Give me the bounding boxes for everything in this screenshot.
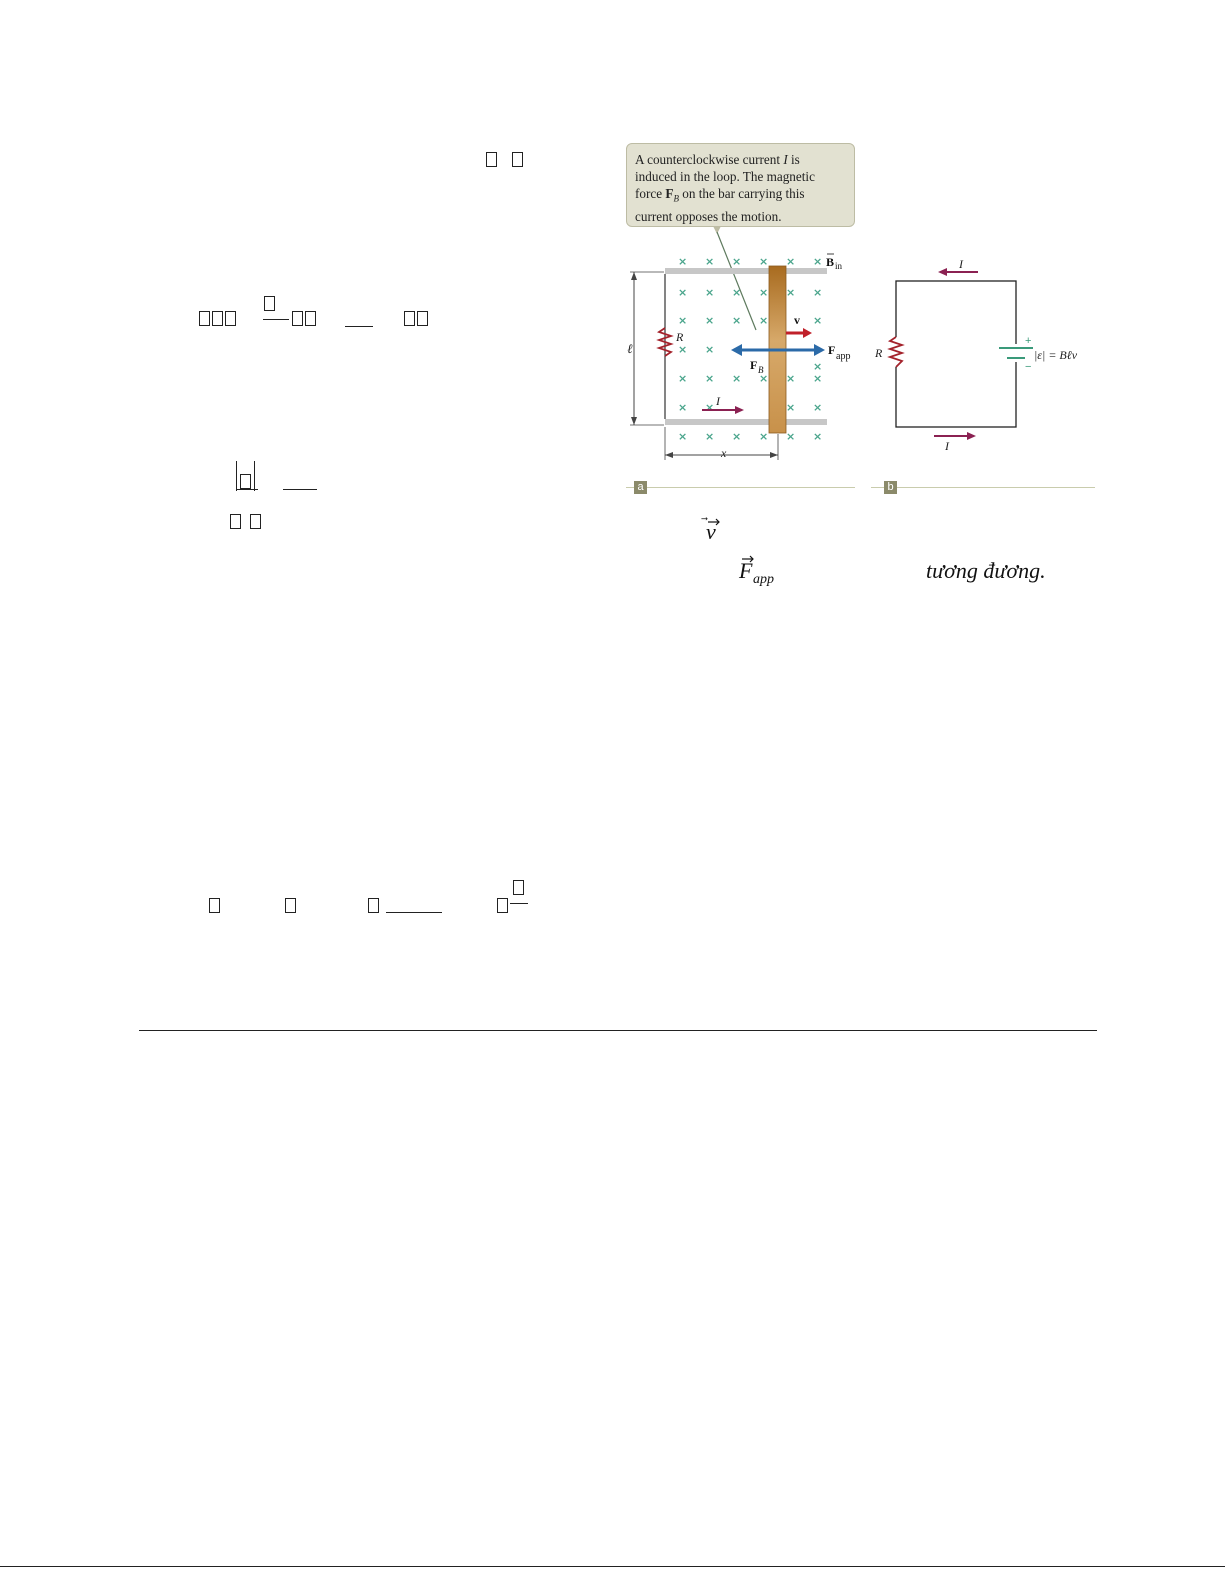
svg-text:×: ×: [705, 343, 715, 356]
missing-glyph: [512, 152, 523, 167]
emf-label: |ε| = Bℓv: [1034, 348, 1078, 362]
missing-glyph: [305, 311, 316, 326]
length-label: ℓ: [627, 341, 633, 356]
svg-text:×: ×: [705, 372, 715, 385]
svg-text:×: ×: [786, 286, 796, 299]
svg-text:×: ×: [813, 360, 823, 373]
fraction-bar: [283, 489, 317, 490]
svg-text:×: ×: [759, 314, 769, 327]
x-label: x: [721, 446, 727, 460]
callout-line-1: A counterclockwise current I is: [635, 152, 800, 167]
resistor-b-label: R: [875, 346, 883, 360]
panel-a-rule: [626, 487, 855, 488]
svg-text:×: ×: [732, 430, 742, 443]
svg-text:×: ×: [813, 401, 823, 414]
svg-text:×: ×: [678, 255, 688, 268]
missing-glyph: [513, 880, 524, 895]
current-arrow-b-top: [938, 268, 947, 276]
svg-text:×: ×: [813, 255, 823, 268]
missing-glyph: [240, 474, 251, 489]
missing-glyph: [230, 514, 241, 529]
vector-arrow-icon: [707, 518, 721, 526]
fraction-bar: [236, 489, 258, 490]
svg-text:×: ×: [759, 286, 769, 299]
missing-glyph: [285, 898, 296, 913]
figure-callout: [626, 143, 855, 227]
force-app-arrow: [814, 344, 825, 356]
svg-text:×: ×: [786, 255, 796, 268]
missing-glyph: [250, 514, 261, 529]
velocity-label: v: [794, 313, 800, 327]
svg-text:×: ×: [705, 286, 715, 299]
abs-bar: [236, 461, 237, 491]
fraction-bar: [510, 903, 528, 904]
caption-f-sub: app: [753, 572, 774, 587]
svg-text:×: ×: [678, 430, 688, 443]
panel-b-rule: [871, 487, 1095, 488]
svg-text:×: ×: [678, 314, 688, 327]
missing-glyph: [225, 311, 236, 326]
caption-f-symbol: F: [739, 558, 753, 583]
fraction-bar: [345, 326, 373, 327]
force-app-sub: app: [836, 351, 851, 362]
abs-bar: [254, 461, 255, 491]
current-label-b-top: I: [959, 257, 963, 271]
svg-text:×: ×: [732, 314, 742, 327]
missing-glyph: [417, 311, 428, 326]
force-b-arrow: [731, 344, 742, 356]
svg-text:×: ×: [759, 372, 769, 385]
missing-glyph: [404, 311, 415, 326]
current-arrow-a: [735, 406, 744, 414]
callout-line-2: induced in the loop. The magnetic: [635, 169, 815, 184]
svg-text:×: ×: [786, 401, 796, 414]
force-b-sub: B: [758, 365, 764, 375]
velocity-arrow: [803, 328, 812, 338]
bottom-rail: [665, 419, 827, 425]
fraction-bar: [386, 912, 442, 913]
svg-text:×: ×: [678, 372, 688, 385]
current-label-b-bottom: I: [945, 439, 949, 453]
missing-glyph: [212, 311, 223, 326]
resistor-a-label: R: [676, 330, 684, 344]
missing-glyph: [368, 898, 379, 913]
circuit-loop: [896, 281, 1016, 427]
panel-b-tag: b: [884, 481, 897, 494]
missing-glyph: [199, 311, 210, 326]
svg-text:×: ×: [759, 255, 769, 268]
plus-sign: +: [1025, 335, 1032, 347]
caption-v-symbol: v: [706, 519, 716, 544]
panel-a: [627, 254, 850, 460]
current-arrow-b-bottom: [967, 432, 976, 440]
section-divider: [139, 1030, 1097, 1031]
callout-line-3: force $F_B$ on the bar carrying this: [635, 186, 805, 204]
panel-a-tag: a: [634, 481, 647, 494]
svg-text:×: ×: [759, 430, 769, 443]
missing-glyph: [292, 311, 303, 326]
svg-text:×: ×: [813, 286, 823, 299]
force-b-label: F: [750, 358, 758, 372]
svg-text:×: ×: [705, 314, 715, 327]
missing-glyph: [497, 898, 508, 913]
svg-text:×: ×: [813, 372, 823, 385]
page-bottom-rule: [0, 1566, 1225, 1567]
svg-text:×: ×: [813, 314, 823, 327]
current-label-a: I: [716, 394, 720, 408]
field-sub: in: [835, 261, 843, 271]
svg-text:×: ×: [705, 255, 715, 268]
missing-glyph: [486, 152, 497, 167]
svg-text:×: ×: [732, 286, 742, 299]
caption-tail: tương đương.: [926, 558, 1046, 583]
svg-text:×: ×: [786, 372, 796, 385]
fraction-bar: [263, 319, 289, 320]
minus-sign: −: [1025, 361, 1032, 373]
missing-glyph: [264, 296, 275, 311]
circuit-figure: [600, 220, 1100, 500]
callout-line-4: current opposes the motion.: [635, 208, 782, 224]
svg-text:×: ×: [705, 430, 715, 443]
svg-text:×: ×: [705, 401, 715, 414]
svg-text:×: ×: [786, 430, 796, 443]
svg-text:×: ×: [732, 255, 742, 268]
svg-text:×: ×: [732, 372, 742, 385]
svg-text:×: ×: [678, 286, 688, 299]
field-label: B: [826, 255, 835, 269]
svg-text:×: ×: [678, 343, 688, 356]
missing-glyph: [209, 898, 220, 913]
svg-text:×: ×: [678, 401, 688, 414]
svg-text:×: ×: [813, 430, 823, 443]
panel-b: [874, 257, 1078, 453]
top-rail: [665, 268, 827, 274]
force-app-label: F: [828, 343, 836, 357]
